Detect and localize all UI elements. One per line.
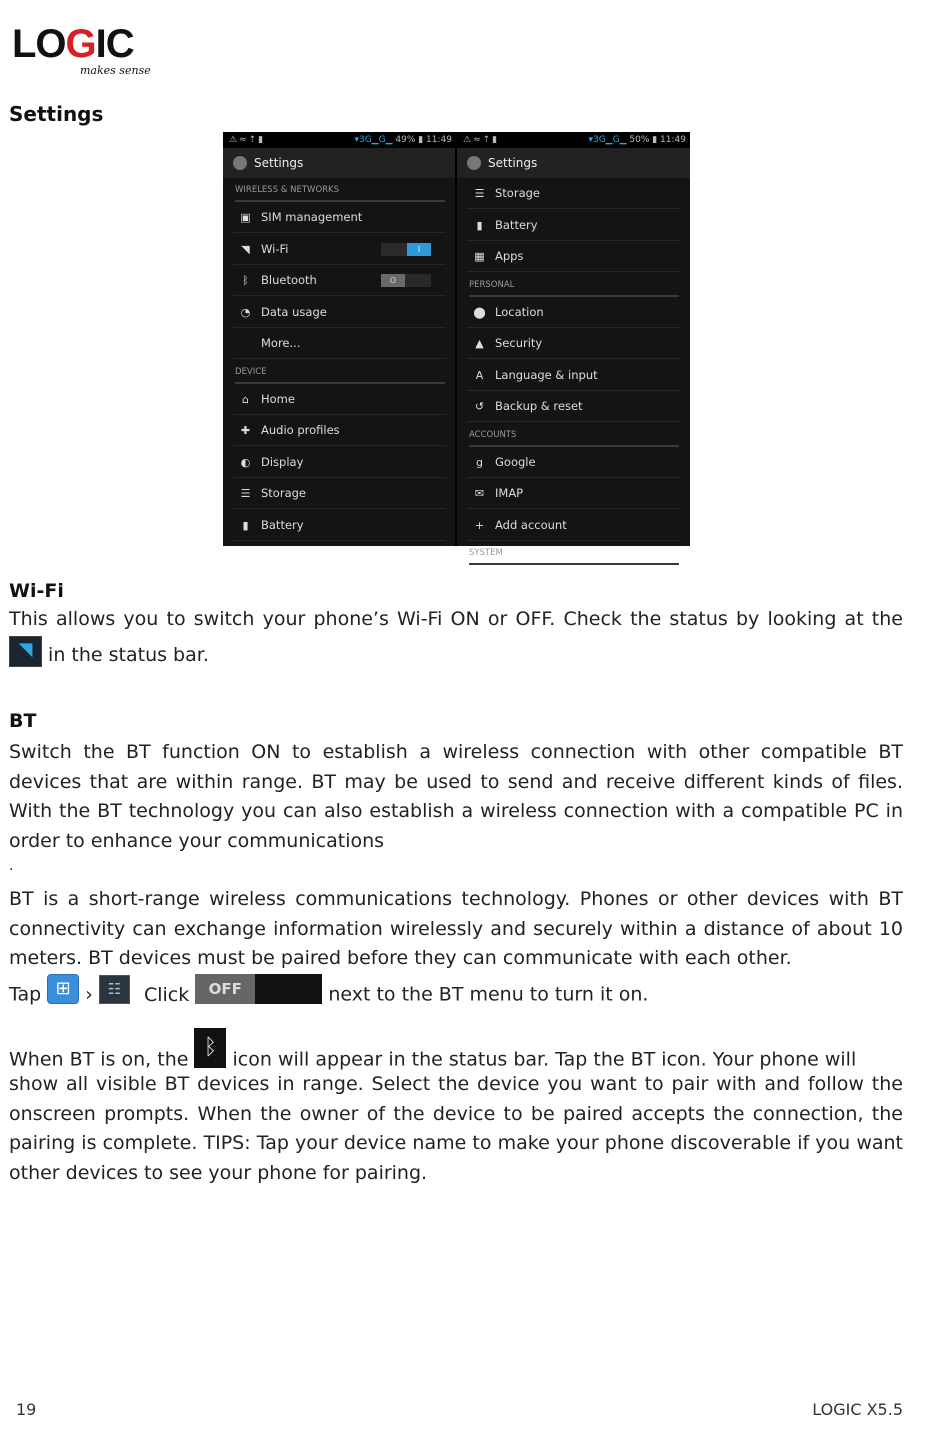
screenshot-right (457, 132, 690, 558)
settings-row-apps[interactable] (457, 241, 690, 272)
settings-row-battery[interactable] (457, 210, 690, 241)
settings-row-imap[interactable] (457, 478, 690, 509)
settings-row-backup-reset[interactable] (457, 391, 690, 422)
status-time: 49% ▮ 11:49 (395, 135, 452, 145)
lock-icon: ▲ (475, 337, 484, 350)
bt-paragraph-2: BT is a short-range wireless communications technology. Phones or other devices with BT connectivity can exchange information wirelessly and securely within a distance of about 10 meters. BT devices must be paired before they can communicate with each other. (9, 888, 903, 969)
status-notification-icons: ⚠≈⇡▮ (229, 135, 266, 145)
settings-row-label: Storage (495, 186, 540, 200)
settings-row-bluetooth[interactable] (223, 265, 456, 296)
audio-profiles-icon: ✚ (240, 424, 251, 437)
settings-row-label: Battery (495, 217, 538, 232)
page-number: 19 (16, 1400, 37, 1419)
section-header: ACCOUNTS (469, 425, 679, 447)
titlebar-title: Settings (254, 156, 304, 170)
settings-row-label: SIM management (261, 210, 363, 224)
settings-row-battery[interactable] (223, 510, 456, 541)
settings-row-label: Wi-Fi (261, 241, 289, 256)
logo-wordmark (12, 22, 134, 66)
settings-row-storage[interactable] (457, 178, 690, 209)
google-icon: g (476, 455, 483, 469)
data-usage-icon: ◔ (240, 305, 251, 319)
settings-row-audio-profiles[interactable] (223, 415, 456, 446)
sim-icon: ▣ (240, 211, 251, 224)
logic-logo (12, 22, 152, 80)
logo-word-start: LO (12, 22, 66, 66)
settings-row-label: Google (495, 454, 536, 469)
settings-row-security[interactable] (457, 328, 690, 359)
settings-row-google[interactable] (457, 447, 690, 478)
settings-row-label: Backup & reset (495, 399, 583, 413)
row-separator (233, 358, 446, 359)
status-time: 50% ▮ 11:49 (629, 135, 686, 145)
settings-row-wi-fi[interactable] (223, 234, 456, 265)
email-icon: ✉ (474, 487, 485, 500)
apps-icon: ▦ (474, 250, 485, 263)
settings-row-label: Home (261, 391, 295, 406)
settings-row-label: Display (261, 454, 304, 469)
toggle-knob: I (407, 243, 431, 256)
bt-paragraph-3: show all visible BT devices in range. Select the device you want to pair with and follow the onscreen prompts. When the owner of the device to be paired accepts the connection, the pairing is complete. TIPS: Tap your device name to make your phone discoverable if you want other devices to see your phone for pairing. (9, 1073, 903, 1184)
storage-icon: ☰ (474, 187, 485, 200)
settings-row-label: Bluetooth (261, 273, 317, 287)
toggle-switch-off[interactable] (381, 274, 431, 287)
settings-gear-icon (467, 156, 481, 170)
plus-icon: + (474, 518, 485, 532)
tap-text: Tap (9, 983, 42, 1006)
wifi-heading: Wi-Fi (9, 580, 64, 602)
language-icon: A (475, 368, 484, 382)
bluetooth-status-icon: ᛒ (194, 1028, 226, 1068)
settings-app-icon: ☷ (99, 975, 130, 1004)
location-icon: ⬤ (473, 305, 486, 319)
wifi-status-icon: ◥ (9, 636, 42, 667)
network-indicator-icon: ▾3G▁G▁ (588, 135, 627, 145)
settings-row-label: Apps (495, 249, 524, 263)
toggle-switch-on[interactable] (381, 243, 431, 256)
battery-icon: ▮ (476, 218, 483, 232)
settings-gear-icon (233, 156, 247, 170)
footer-model: LOGIC X5.5 (812, 1400, 903, 1419)
settings-screenshots (223, 132, 689, 558)
wifi-icon: ◥ (241, 242, 250, 256)
display-icon: ◐ (240, 455, 251, 469)
settings-row-label: Add account (495, 517, 567, 532)
status-notification-icons: ⚠≈⇡▮ (463, 135, 500, 145)
network-indicator-icon: ▾3G▁G▁ (354, 135, 393, 145)
bt-paragraph-1: Switch the BT function ON to establish a wireless connection with other compatible BT devices that are within range. BT may be used to send and receive different kinds of files. With the BT technology you can also establish a wireless connection with a compatible PC in order to enhance your communications (9, 741, 903, 852)
apps-grid-icon: ⊞ (47, 974, 79, 1004)
off-label: OFF (195, 974, 255, 1004)
status-right (354, 132, 452, 148)
settings-row-sim-management[interactable] (223, 202, 456, 233)
settings-row-add-account[interactable] (457, 510, 690, 541)
toggle-knob: O (381, 274, 405, 287)
row-separator (467, 271, 680, 272)
settings-row-label: Security (495, 336, 543, 350)
settings-titlebar (223, 148, 456, 178)
logo-word-o: G (65, 22, 96, 66)
section-header: SYSTEM (469, 543, 679, 565)
settings-row-storage[interactable] (223, 478, 456, 509)
storage-icon: ☰ (240, 487, 251, 500)
status-bar (457, 132, 690, 148)
settings-row-language-input[interactable] (457, 360, 690, 391)
bt-tap-row (9, 980, 648, 1010)
settings-row-label: Battery (261, 517, 304, 532)
row-separator (233, 540, 446, 541)
wifi-line-2: in the status bar. (48, 644, 209, 666)
settings-row-more[interactable] (223, 328, 456, 359)
logo-tagline: makes sense (80, 64, 151, 77)
battery-icon: ▮ (242, 518, 249, 532)
settings-titlebar (457, 148, 690, 178)
settings-row-label: Audio profiles (261, 423, 340, 437)
section-header: PERSONAL (469, 275, 679, 297)
section-header: DEVICE (235, 362, 445, 384)
wifi-line-2-row (9, 640, 209, 671)
click-text: Click (143, 983, 190, 1006)
settings-row-location[interactable] (457, 297, 690, 328)
settings-row-label: IMAP (495, 486, 524, 500)
tap-end-text: next to the BT menu to turn it on. (328, 983, 649, 1006)
screenshot-left (223, 132, 456, 546)
status-right (588, 132, 686, 148)
row-separator (467, 421, 680, 422)
titlebar-title: Settings (488, 156, 538, 170)
wifi-line-1: This allows you to switch your phone’s Wi-Fi ON or OFF. Check the status by looking at the (9, 608, 903, 630)
settings-row-label: Data usage (261, 304, 327, 319)
when-start-text: When BT is on, the (9, 1048, 189, 1071)
bluetooth-icon: ᛒ (242, 274, 249, 287)
section-header: WIRELESS & NETWORKS (235, 180, 445, 202)
settings-row-label: More... (261, 336, 301, 350)
status-bar (223, 132, 456, 148)
settings-row-label: Storage (261, 486, 306, 500)
logo-word-end: IC (95, 22, 134, 66)
page-heading: Settings (9, 102, 104, 126)
chevron-text: › (85, 983, 93, 1006)
settings-row-label: Language & input (495, 367, 598, 382)
settings-row-data-usage[interactable] (223, 297, 456, 328)
settings-row-label: Location (495, 304, 544, 319)
settings-row-display[interactable] (223, 447, 456, 478)
home-icon: ⌂ (242, 392, 249, 406)
when-rest-text: icon will appear in the status bar. Tap the BT icon. Your phone will (232, 1048, 857, 1071)
backup-icon: ↺ (474, 400, 485, 413)
settings-row-home[interactable] (223, 384, 456, 415)
bt-dot: . (9, 858, 14, 874)
bt-heading: BT (9, 710, 37, 732)
row-separator (467, 540, 680, 541)
bt-off-toggle-icon (195, 974, 322, 1004)
